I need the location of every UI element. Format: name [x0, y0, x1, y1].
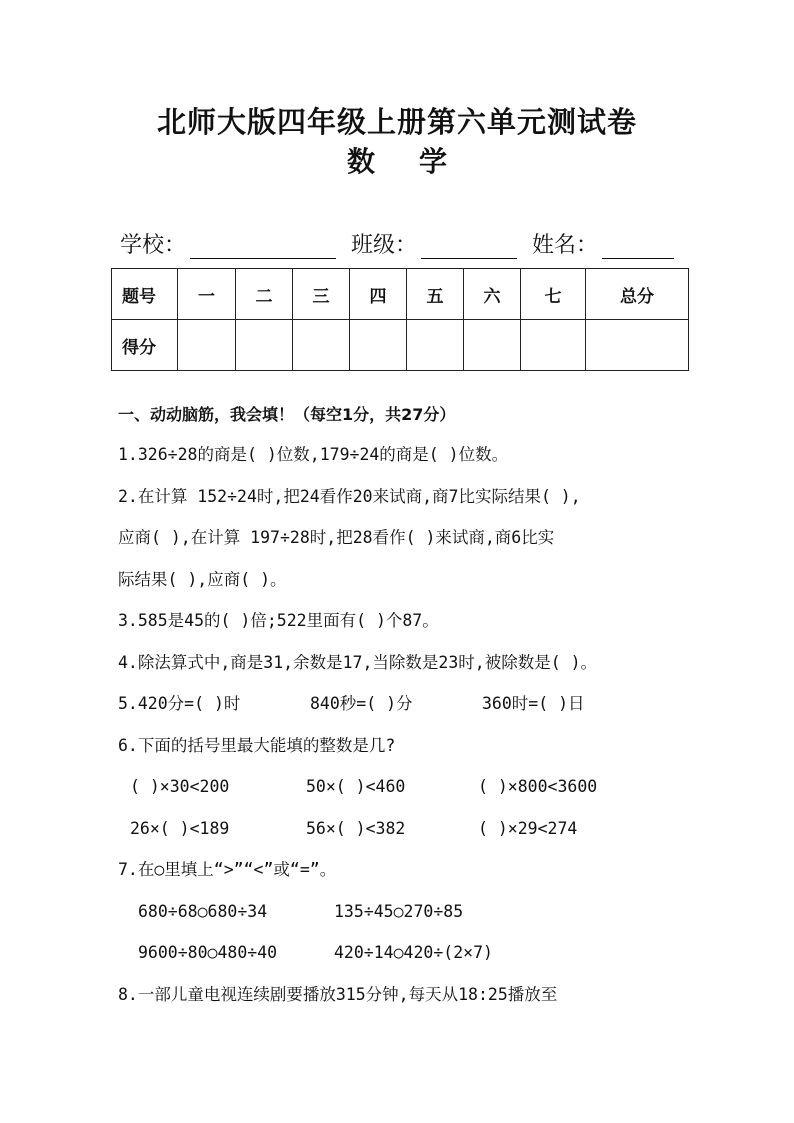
question-5-part-1: 5.420分=( )时: [118, 694, 241, 713]
question-8: 8.一部儿童电视连续剧要播放315分钟,每天从18:25播放至: [118, 984, 558, 1004]
question-3: 3.585是45的( )倍;522里面有( )个87。: [118, 611, 439, 630]
question-5: [118, 687, 684, 729]
question-1: 1.326÷28的商是( )位数,179÷24的商是( )位数。: [118, 445, 509, 464]
question-6-item: ( )×30<200: [130, 777, 230, 796]
question-5-part-2: 840秒=( )分: [310, 694, 413, 713]
class-label: 班级：: [351, 233, 418, 258]
score-cell[interactable]: [293, 320, 350, 371]
question-6: 6.下面的括号里最大能填的整数是几?: [118, 735, 396, 755]
question-4: 4.除法算式中,商是31,余数是17,当除数是23时,被除数是( )。: [118, 652, 598, 672]
score-header-cell: 六: [464, 269, 521, 320]
score-cell[interactable]: [407, 320, 464, 371]
question-2-line-3: 际结果( ),应商( )。: [118, 569, 287, 589]
class-blank[interactable]: [421, 234, 517, 259]
school-blank[interactable]: [190, 234, 336, 259]
score-header-cell: 四: [350, 269, 407, 320]
question-6-item: ( )×800<3600: [478, 777, 598, 796]
score-header-cell: 题号: [112, 269, 178, 320]
question-7-row-1: [118, 895, 684, 937]
question-7-row-2: [118, 936, 684, 978]
score-row-label: 得分: [112, 320, 178, 371]
question-7-item: 680÷68○680÷34: [138, 901, 268, 921]
score-header-cell: 总分: [586, 269, 689, 320]
name-blank[interactable]: [602, 234, 674, 259]
question-6-item: ( )×29<274: [478, 818, 578, 838]
question-5-part-3: 360时=( )日: [482, 694, 585, 713]
score-header-cell: 三: [293, 269, 350, 320]
score-table-score-row: [112, 320, 689, 371]
question-6-row-1: [118, 770, 684, 812]
student-info-line: [120, 228, 680, 259]
question-content: [118, 398, 684, 1019]
score-cell[interactable]: [521, 320, 586, 371]
name-label: 姓名：: [532, 233, 599, 258]
score-header-cell: 二: [236, 269, 293, 320]
score-header-cell: 一: [178, 269, 236, 320]
question-6-item: 26×( )<189: [130, 818, 230, 838]
question-2-line-2: 应商( ),在计算 197÷28时,把28看作( )来试商,商6比实: [118, 528, 555, 547]
score-cell[interactable]: [178, 320, 236, 371]
subject-title: [0, 140, 794, 180]
question-7-item: 135÷45○270÷85: [334, 901, 464, 921]
score-header-cell: 七: [521, 269, 586, 320]
subject-char-1: 数: [346, 145, 375, 178]
score-table: [111, 268, 689, 371]
score-cell[interactable]: [586, 320, 689, 371]
score-cell[interactable]: [350, 320, 407, 371]
question-6-row-2: [118, 812, 684, 854]
score-cell[interactable]: [236, 320, 293, 371]
question-6-item: 56×( )<382: [306, 818, 406, 838]
score-cell[interactable]: [464, 320, 521, 371]
school-label: 学校：: [120, 233, 187, 258]
question-2-line-1: 2.在计算 152÷24时,把24看作20来试商,商7比实际结果( ),: [118, 486, 581, 506]
question-7-item: 420÷14○420÷(2×7): [334, 943, 493, 962]
question-6-item: 50×( )<460: [306, 777, 406, 796]
score-table-header-row: [112, 269, 689, 320]
question-7-item: 9600÷80○480÷40: [138, 943, 278, 962]
section-heading: 一、动动脑筋，我会填！（每空1分，共27分）: [118, 405, 456, 424]
page-title: 北师大版四年级上册第六单元测试卷: [156, 105, 637, 139]
subject-char-2: 学: [419, 145, 448, 178]
score-header-cell: 五: [407, 269, 464, 320]
question-7: 7.在○里填上“>”“<”或“=”。: [118, 860, 337, 879]
